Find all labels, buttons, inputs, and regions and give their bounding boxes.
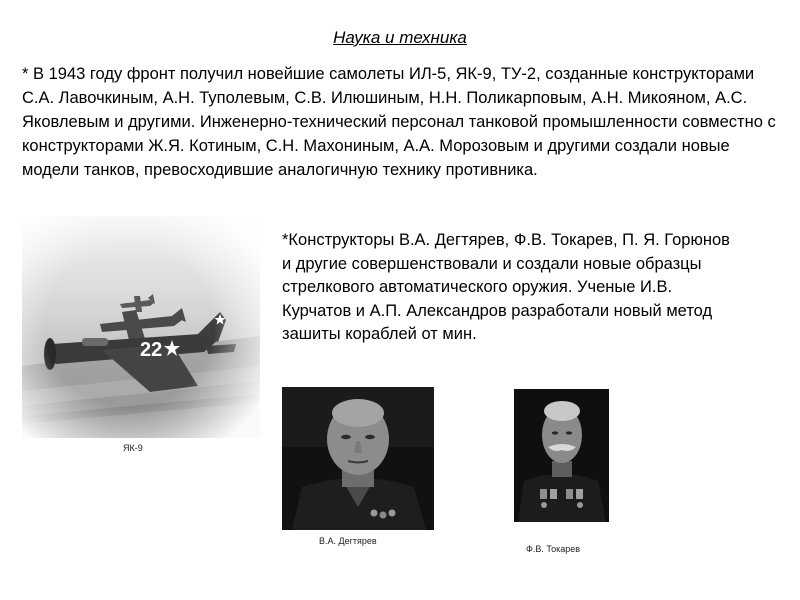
degtyarev-portrait [282,387,434,530]
tokarev-portrait [514,389,609,522]
tokarev-caption: Ф.В. Токарев [526,544,581,554]
paragraph-weapons-scientists: *Конструкторы В.А. Дегтярев, Ф.В. Токарев, П. Я. Горюнов и другие совершенствовали и создали новые образцы стрелкового автоматического оружия. Ученые И.В. Курчатов и А.П. Александров разработали новый метод зашиты кораблей от мин. [282,231,730,343]
paragraph-aircraft-tanks: * В 1943 году фронт получил новейшие самолеты ИЛ-5, ЯК-9, ТУ-2, созданные конструкторами С.А. Лавочкиным, А.Н. Туполевым, С.В. Илюшиным, Н.Н. Поликарповым, А.Н. Микояном, А.С. Яковлевым и другими. Инженерно-технический персонал танковой промышленности совместно с конструкторами Ж.Я. Котиным, С.Н. Махониным, А.А. Морозовым и другими создали новые модели танков, превосходившие аналогичную технику противника. [22,65,776,179]
degtyarev-caption: В.А. Дегтярев [319,536,377,546]
yak9-caption: ЯК-9 [123,443,143,453]
yak9-photo [22,216,260,438]
slide-title: Наука и техника [333,28,467,47]
